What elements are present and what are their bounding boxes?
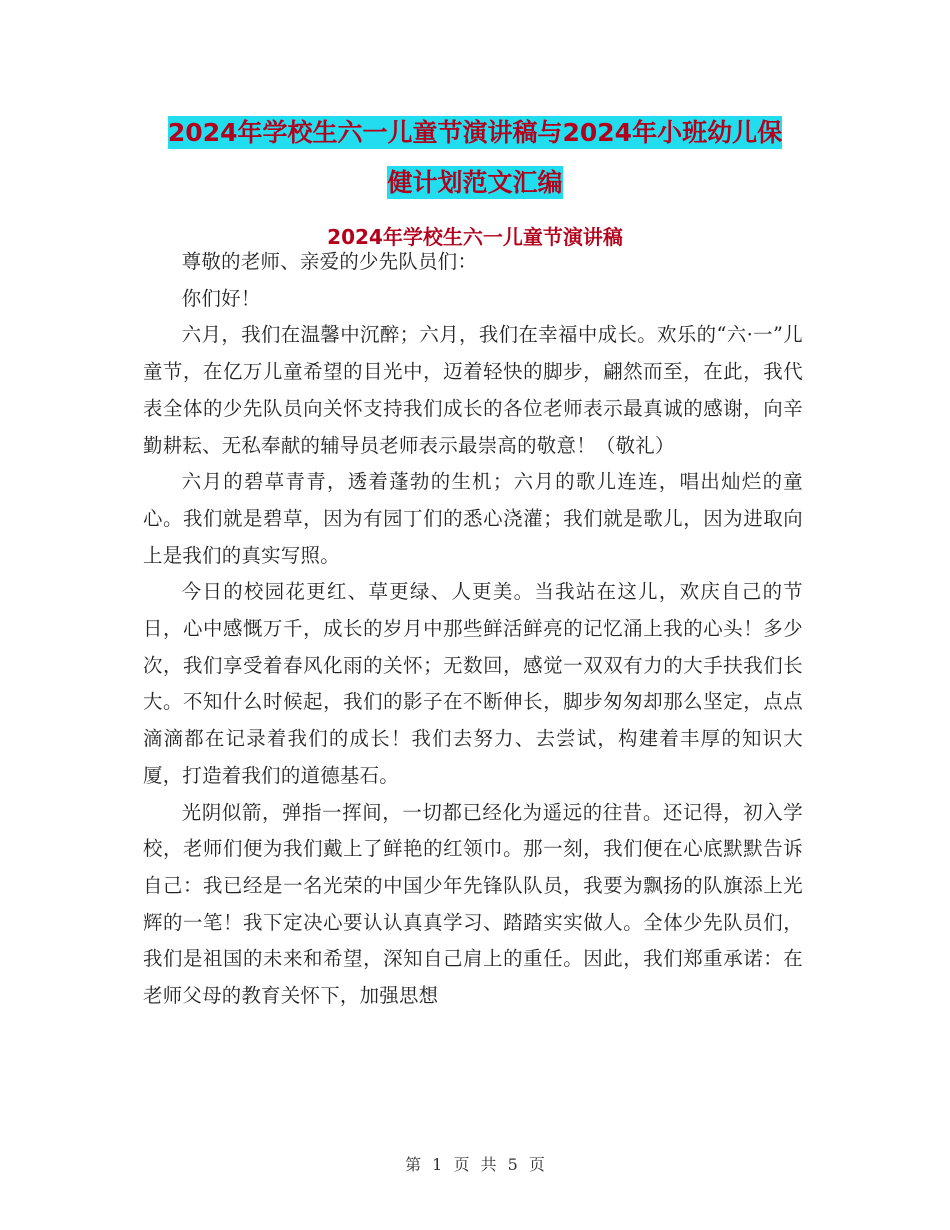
salutation: 尊敬的老师、亲爱的少先队员们： [181,250,478,273]
page-footer: 第 1 页 共 5 页 [405,1155,545,1174]
paragraph: 今日的校园花更红、草更绿、人更美。当我站在这儿，欢庆自己的节日，心中感慨万千，成长的岁月中那些鲜活鲜亮的记忆涌上我的心头！多少次，我们享受着春风化雨的关怀；无数回，感觉一双双有力的大手扶我们长大。不知什么时候起，我们的影子在不断伸长，脚步匆匆却那么坚定，点点滴滴都在记录着我们的成长！我们去努力、去尝试，构建着丰厚的知识大厦，打造着我们的道德基石。 [143,580,803,787]
paragraph: 光阴似箭，弹指一挥间，一切都已经化为遥远的往昔。还记得，初入学校，老师们便为我们戴上了鲜艳的红领巾。那一刻，我们便在心底默默告诉自己：我已经是一名光荣的中国少年先锋队队员，我要为飘扬的队旗添上光辉的一笔！我下定决心要认认真真学习、踏踏实实做人。全体少先队员们，我们是祖国的未来和希望，深知自己肩上的重任。因此，我们郑重承诺：在老师父母的教育关怀下，加强思想 [143,800,803,1008]
greeting: 你们好！ [181,286,261,310]
document-title [0,108,950,208]
document-body [143,244,803,1015]
paragraph: 六月的碧草青青，透着蓬勃的生机；六月的歌儿连连，唱出灿烂的童心。我们就是碧草，因为有园丁们的悉心浇灌；我们就是歌儿，因为进取向上是我们的真实写照。 [143,470,803,567]
title-line-1: 2024年学校生六一儿童节演讲稿与2024年小班幼儿保 [167,118,783,147]
title-line-2: 健计划范文汇编 [387,168,563,197]
paragraph: 六月，我们在温馨中沉醉；六月，我们在幸福中成长。欢乐的“六·一”儿童节，在亿万儿童希望的目光中，迈着轻快的脚步，翩然而至，在此，我代表全体的少先队员向关怀支持我们成长的各位老师表示最真诚的感谢，向辛勤耕耘、无私奉献的辅导员老师表示最崇高的敬意！（敬礼） [143,323,803,457]
section-title: 2024年学校生六一儿童节演讲稿 [327,225,623,249]
